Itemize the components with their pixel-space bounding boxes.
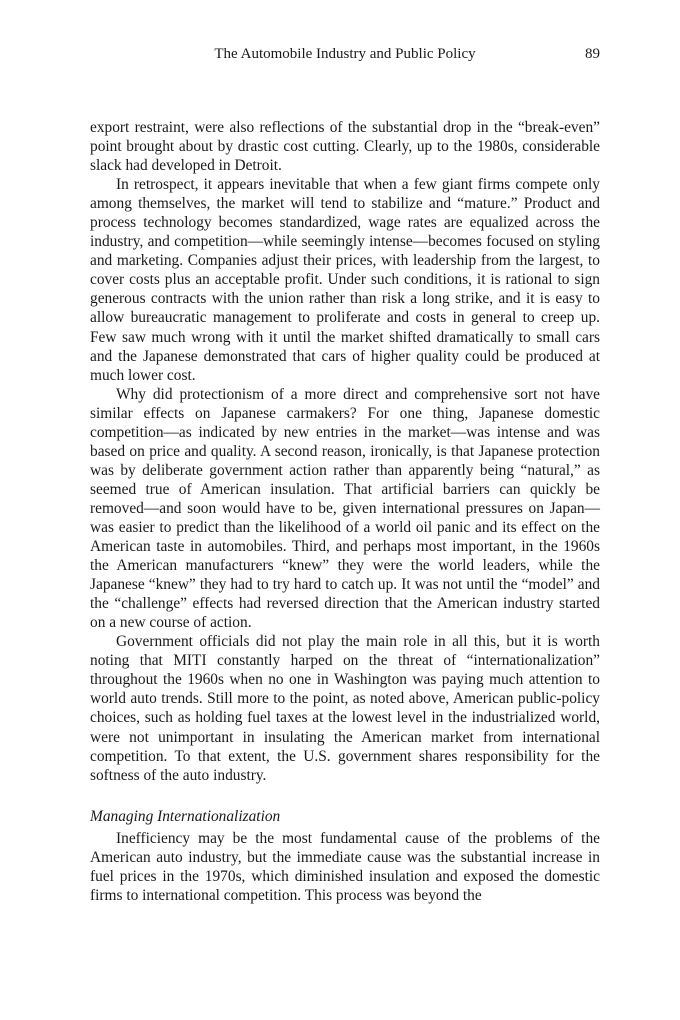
section-heading: Managing Internationalization bbox=[90, 807, 281, 825]
paragraph: Government officials did not play the main role in all this, but it is worth noting that MITI constantly harped on the threat of “internationalization” throughout the 1960s when no one in Washington was paying much attention to world auto trends. Still more to the point, as noted above, American public-policy choices, such as holding fuel taxes at the lowest level in the industrialized world, were not unimportant in insulating the American market from international competition. To that extent, the U.S. government shares responsibility for the softness of the auto industry. bbox=[90, 633, 600, 784]
paragraph: In retrospect, it appears inevitable that when a few giant firms compete only among themselves, the market will tend to stabilize and “mature.” Product and process technology becomes standardized, wage rates are equalized across the industry, and competition—while seemingly intense—becomes focused on styling and marketing. Companies adjust their prices, with leadership from the largest, to cover costs plus an acceptable profit. Under such conditions, it is rational to sign generous contracts with the union rather than risk a long strike, and it is easy to allow bureaucratic management to proliferate and costs in general to creep up. Few saw much wrong with it until the market shifted dramatically to small cars and the Japanese demonstrated that cars of higher quality could be produced at much lower cost. bbox=[90, 176, 600, 384]
body-text bbox=[90, 118, 600, 905]
paragraph: Why did protectionism of a more direct and comprehensive sort not have similar effects on Japanese carmakers? For one thing, Japanese domestic competition—as indicated by new entries in the market—was intense and was based on price and quality. A second reason, ironically, is that Japanese protection was by deliberate government action rather than apparently being “natural,” as seemed true of American insulation. That artificial barriers can quickly be removed—and soon would have to be, given international pressures on Japan—was easier to predict than the likelihood of a world oil panic and its effect on the American taste in automobiles. Third, and perhaps most important, in the 1960s the American manufacturers “knew” they were the world leaders, while the Japanese “knew” they had to try hard to catch up. It was not until the “model” and the “challenge” effects had reversed direction that the American industry started on a new course of action. bbox=[90, 385, 600, 632]
page-number: 89 bbox=[585, 46, 600, 62]
running-head-title: The Automobile Industry and Public Policy bbox=[214, 46, 476, 62]
running-head bbox=[90, 44, 600, 64]
paragraph-continued: export restraint, were also reflections of the substantial drop in the “break-even” point brought about by drastic cost cutting. Clearly, up to the 1980s, considerable slack had developed in Detroit. bbox=[90, 119, 600, 175]
paragraph: Inefficiency may be the most fundamental cause of the problems of the American auto industry, but the immediate cause was the substantial increase in fuel prices in the 1970s, which diminished insulation and exposed the domestic firms to international competition. This process was beyond the bbox=[90, 829, 600, 904]
